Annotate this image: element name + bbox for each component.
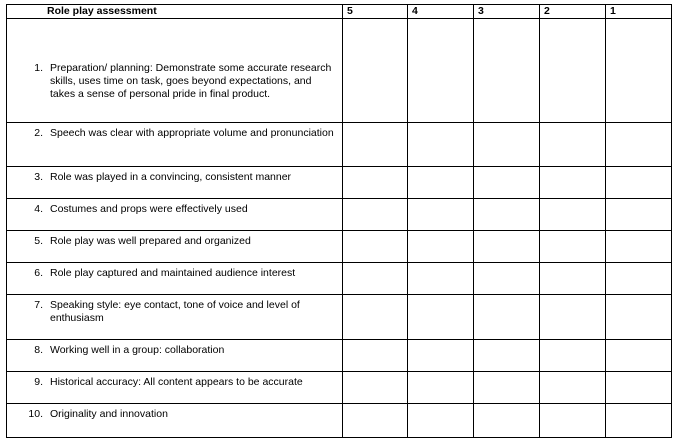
table-row bbox=[7, 372, 672, 404]
score-cell-2[interactable] bbox=[540, 167, 606, 199]
score-cell-3[interactable] bbox=[474, 167, 540, 199]
criterion-cell bbox=[7, 19, 343, 123]
score-cell-3[interactable] bbox=[474, 295, 540, 340]
score-cell-2[interactable] bbox=[540, 340, 606, 372]
score-cell-2[interactable] bbox=[540, 231, 606, 263]
score-cell-4[interactable] bbox=[408, 404, 474, 438]
assessment-table bbox=[6, 4, 672, 438]
score-cell-2[interactable] bbox=[540, 199, 606, 231]
criterion-text: Preparation/ planning: Demonstrate some accurate research skills, uses time on task, goes beyond expectations, and takes a sense of personal pride in final product. bbox=[50, 62, 332, 100]
score-cell-3[interactable] bbox=[474, 404, 540, 438]
score-header-5: 5 bbox=[343, 5, 408, 19]
score-cell-4[interactable] bbox=[408, 199, 474, 231]
score-cell-2[interactable] bbox=[540, 295, 606, 340]
table-row bbox=[7, 167, 672, 199]
table-title: Role play assessment bbox=[7, 5, 343, 19]
score-cell-2[interactable] bbox=[540, 19, 606, 123]
score-cell-1[interactable] bbox=[606, 19, 672, 123]
criterion-cell bbox=[7, 231, 343, 263]
table-row bbox=[7, 199, 672, 231]
table-row bbox=[7, 340, 672, 372]
criterion-text: Role play captured and maintained audience interest bbox=[50, 267, 296, 279]
score-cell-2[interactable] bbox=[540, 123, 606, 167]
score-cell-5[interactable] bbox=[343, 123, 408, 167]
criterion-number: 7. bbox=[34, 299, 43, 311]
score-cell-5[interactable] bbox=[343, 295, 408, 340]
criterion-number: 2. bbox=[34, 127, 43, 139]
table-row bbox=[7, 295, 672, 340]
score-cell-2[interactable] bbox=[540, 372, 606, 404]
score-cell-4[interactable] bbox=[408, 167, 474, 199]
criterion-text: Originality and innovation bbox=[50, 408, 168, 420]
score-cell-3[interactable] bbox=[474, 231, 540, 263]
criterion-number: 4. bbox=[34, 203, 43, 215]
score-cell-5[interactable] bbox=[343, 340, 408, 372]
score-cell-4[interactable] bbox=[408, 231, 474, 263]
score-cell-3[interactable] bbox=[474, 199, 540, 231]
score-cell-3[interactable] bbox=[474, 263, 540, 295]
score-cell-5[interactable] bbox=[343, 167, 408, 199]
score-cell-1[interactable] bbox=[606, 404, 672, 438]
criterion-cell bbox=[7, 404, 343, 438]
criterion-number: 8. bbox=[34, 344, 43, 356]
score-cell-4[interactable] bbox=[408, 340, 474, 372]
score-cell-4[interactable] bbox=[408, 295, 474, 340]
score-cell-2[interactable] bbox=[540, 404, 606, 438]
score-cell-5[interactable] bbox=[343, 263, 408, 295]
criterion-cell bbox=[7, 295, 343, 340]
score-cell-1[interactable] bbox=[606, 231, 672, 263]
score-header-1: 1 bbox=[606, 5, 672, 19]
score-cell-5[interactable] bbox=[343, 199, 408, 231]
criterion-text: Working well in a group: collaboration bbox=[50, 344, 225, 356]
criterion-number: 10. bbox=[28, 408, 43, 420]
criterion-text: Historical accuracy: All content appears to be accurate bbox=[50, 376, 303, 388]
score-cell-1[interactable] bbox=[606, 340, 672, 372]
score-cell-2[interactable] bbox=[540, 263, 606, 295]
score-cell-1[interactable] bbox=[606, 263, 672, 295]
score-cell-3[interactable] bbox=[474, 123, 540, 167]
score-cell-3[interactable] bbox=[474, 340, 540, 372]
criterion-cell bbox=[7, 199, 343, 231]
score-cell-5[interactable] bbox=[343, 372, 408, 404]
score-cell-1[interactable] bbox=[606, 167, 672, 199]
criterion-number: 5. bbox=[34, 235, 43, 247]
score-cell-1[interactable] bbox=[606, 372, 672, 404]
table-row bbox=[7, 404, 672, 438]
score-header-2: 2 bbox=[540, 5, 606, 19]
score-cell-5[interactable] bbox=[343, 404, 408, 438]
criterion-number: 1. bbox=[34, 62, 43, 74]
score-cell-1[interactable] bbox=[606, 295, 672, 340]
criterion-text: Role was played in a convincing, consistent manner bbox=[50, 171, 292, 183]
criterion-number: 9. bbox=[34, 376, 43, 388]
criterion-cell bbox=[7, 263, 343, 295]
score-header-3: 3 bbox=[474, 5, 540, 19]
criterion-cell bbox=[7, 372, 343, 404]
score-cell-1[interactable] bbox=[606, 123, 672, 167]
score-cell-5[interactable] bbox=[343, 19, 408, 123]
criterion-number: 3. bbox=[34, 171, 43, 183]
score-cell-5[interactable] bbox=[343, 231, 408, 263]
score-cell-4[interactable] bbox=[408, 372, 474, 404]
criterion-text: Speech was clear with appropriate volume and pronunciation bbox=[50, 127, 334, 139]
criterion-text: Costumes and props were effectively used bbox=[50, 203, 248, 215]
table-row bbox=[7, 19, 672, 123]
criterion-number: 6. bbox=[34, 267, 43, 279]
score-cell-4[interactable] bbox=[408, 123, 474, 167]
score-cell-1[interactable] bbox=[606, 199, 672, 231]
table-row bbox=[7, 263, 672, 295]
criterion-cell bbox=[7, 167, 343, 199]
score-cell-4[interactable] bbox=[408, 263, 474, 295]
criterion-text: Speaking style: eye contact, tone of voice and level of enthusiasm bbox=[50, 299, 300, 324]
score-header-4: 4 bbox=[408, 5, 474, 19]
table-row bbox=[7, 231, 672, 263]
criterion-text: Role play was well prepared and organized bbox=[50, 235, 251, 247]
score-cell-4[interactable] bbox=[408, 19, 474, 123]
header-row bbox=[7, 5, 672, 19]
criterion-cell bbox=[7, 340, 343, 372]
table-row bbox=[7, 123, 672, 167]
score-cell-3[interactable] bbox=[474, 372, 540, 404]
score-cell-3[interactable] bbox=[474, 19, 540, 123]
criterion-cell bbox=[7, 123, 343, 167]
